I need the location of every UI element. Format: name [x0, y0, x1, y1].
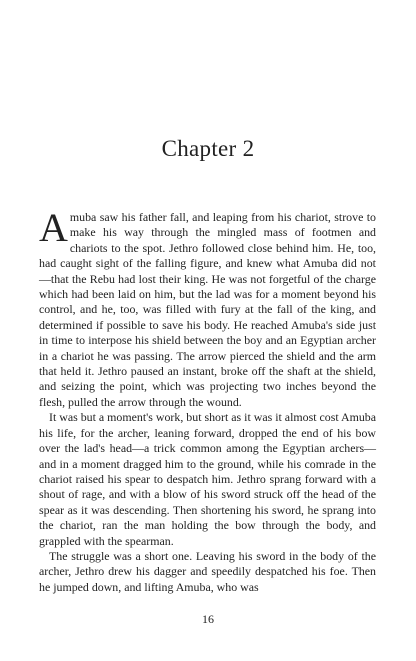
- paragraph-3: The struggle was a short one. Leaving his sword in the body of the archer, Jethro drew his dagger and speedily despatched his foe. Then he jumped down, and lifting Amuba, who was: [39, 548, 376, 594]
- chapter-title: Chapter 2: [161, 136, 255, 161]
- drop-cap: A: [39, 205, 68, 250]
- paragraph-2: It was but a moment's work, but short as it was it almost cost Amuba his life, for the archer, leaning forward, dropped the end of his bow over the lad's head—a trick common among the Egyptian archers—and in a moment dragged him to the ground, while his comrade in the chariot raised his spear to despatch him. Jethro sprang forward with a shout of rage, and with a blow of his sword struck off the head of the spear as it was descending. Then shortening his sword, he sprang into the chariot, ran the man holding the bow through the body, and grappled with the spearman.: [39, 410, 376, 548]
- page-number: 16: [202, 612, 214, 626]
- chapter-body: [39, 205, 376, 595]
- paragraph-1: [39, 205, 376, 410]
- paragraph-1-text: muba saw his father fall, and leaping from his chariot, strove to make his way through the mingled mass of footmen and chariots to the spot. Jethro followed close behind him. He, too, had caught sight of the falling figure, and knew what Amuba did not—that the Rebu had lost their king. He was not forgetful of the charge which had been laid on him, but the lad was for a moment beyond his control, and he, too, was filled with fury at the fall of the king, and determined if possible to save his body. He reached Amuba's side just in time to interpose his shield between the boy and an Egyptian archer in a chariot he was passing. The arrow pierced the shield and the arm that held it. Jethro paused an instant, broke off the shaft at the shield, and seizing the point, which was projecting two inches beyond the flesh, pulled the arrow through the wound.: [39, 210, 376, 409]
